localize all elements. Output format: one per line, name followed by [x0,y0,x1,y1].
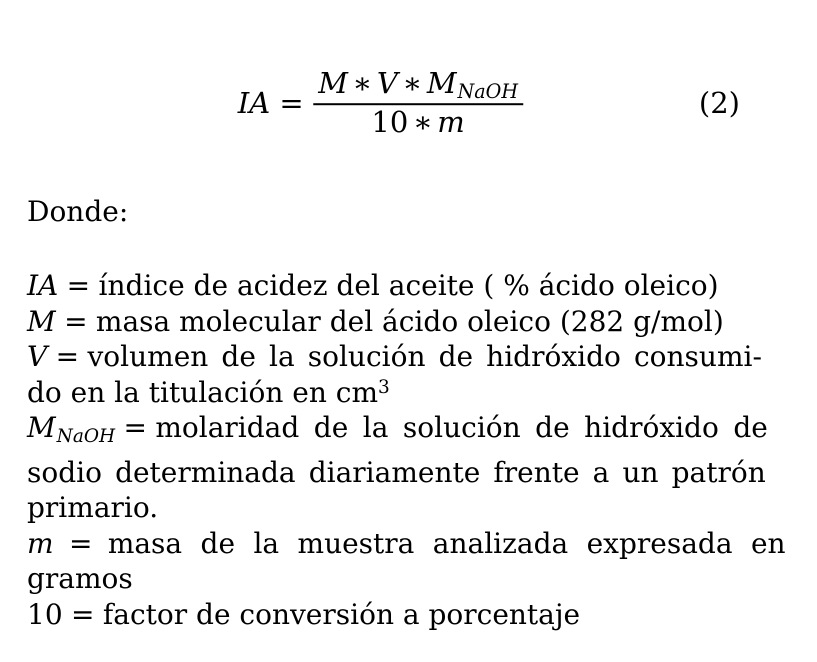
multiply-operator: ∗ [402,66,423,101]
naoh-subscript: NaOH [56,425,116,447]
equals-sign: = [123,411,147,445]
definition-line-ia [27,268,793,304]
definition-line-mnaoh-end [27,490,793,526]
numerator [313,66,523,103]
numerator-M-NaOH: M [426,66,457,101]
symbol-IA: IA [27,269,59,302]
symbol-M: M [27,304,56,338]
symbol-M-NaOH: M [27,411,56,445]
definition-text: masa molecular del ácido oleico (282 g/mol) [95,304,724,338]
numerator-V: V [376,66,398,101]
definition-line-10 [27,597,793,633]
equation-block [0,60,817,146]
symbol-V: V [27,340,48,374]
equals-sign: = [66,269,91,302]
definition-text: índice de acidez del aceite ( % ácido oleico) [98,269,719,302]
denominator [366,106,470,140]
definition-text: masa de la muestra analizada expresada en [107,526,786,560]
multiply-operator: ∗ [412,105,433,140]
definition-text: factor de conversión a porcentaje [102,597,581,631]
superscript-3: 3 [378,376,390,398]
equation [238,66,523,140]
definition-line-m-continuation [27,561,793,597]
equals-sign: = [71,597,95,631]
definition-line-m-molecular [27,304,793,340]
definition-line-mnaoh-continuation [27,455,793,491]
numerator-M: M [318,66,348,101]
definition-text: gramos [27,562,133,596]
denominator-10: 10 [371,105,409,140]
naoh-subscript: NaOH [457,79,519,103]
definition-text: primario. [27,491,159,525]
definition-text: sodio determinada diariamente frente a un patrón [27,455,766,489]
definition-line-m-muestra [27,526,793,562]
definition-text: do en la titulación en cm [27,375,379,409]
definition-line-v-continuation [27,375,793,411]
definitions-block [27,268,793,633]
equals-sign: = [279,85,304,120]
equals-sign: = [64,304,88,338]
equals-sign: = [55,340,80,374]
symbol-10: 10 [27,597,63,631]
symbol-m: m [27,526,54,560]
multiply-operator: ∗ [352,66,373,101]
definition-text: molaridad de la solución de hidróxido de [155,411,768,445]
fraction [313,66,523,140]
donde-label: Donde: [27,195,129,228]
definition-line-v [27,339,793,375]
definition-line-mnaoh [27,410,793,454]
equation-lhs: IA [237,85,271,120]
definition-text: volumen de la solución de hidróxido consumi- [87,340,762,374]
denominator-m: m [437,105,465,140]
equals-sign: = [68,526,93,560]
equation-number: (2) [698,86,740,120]
